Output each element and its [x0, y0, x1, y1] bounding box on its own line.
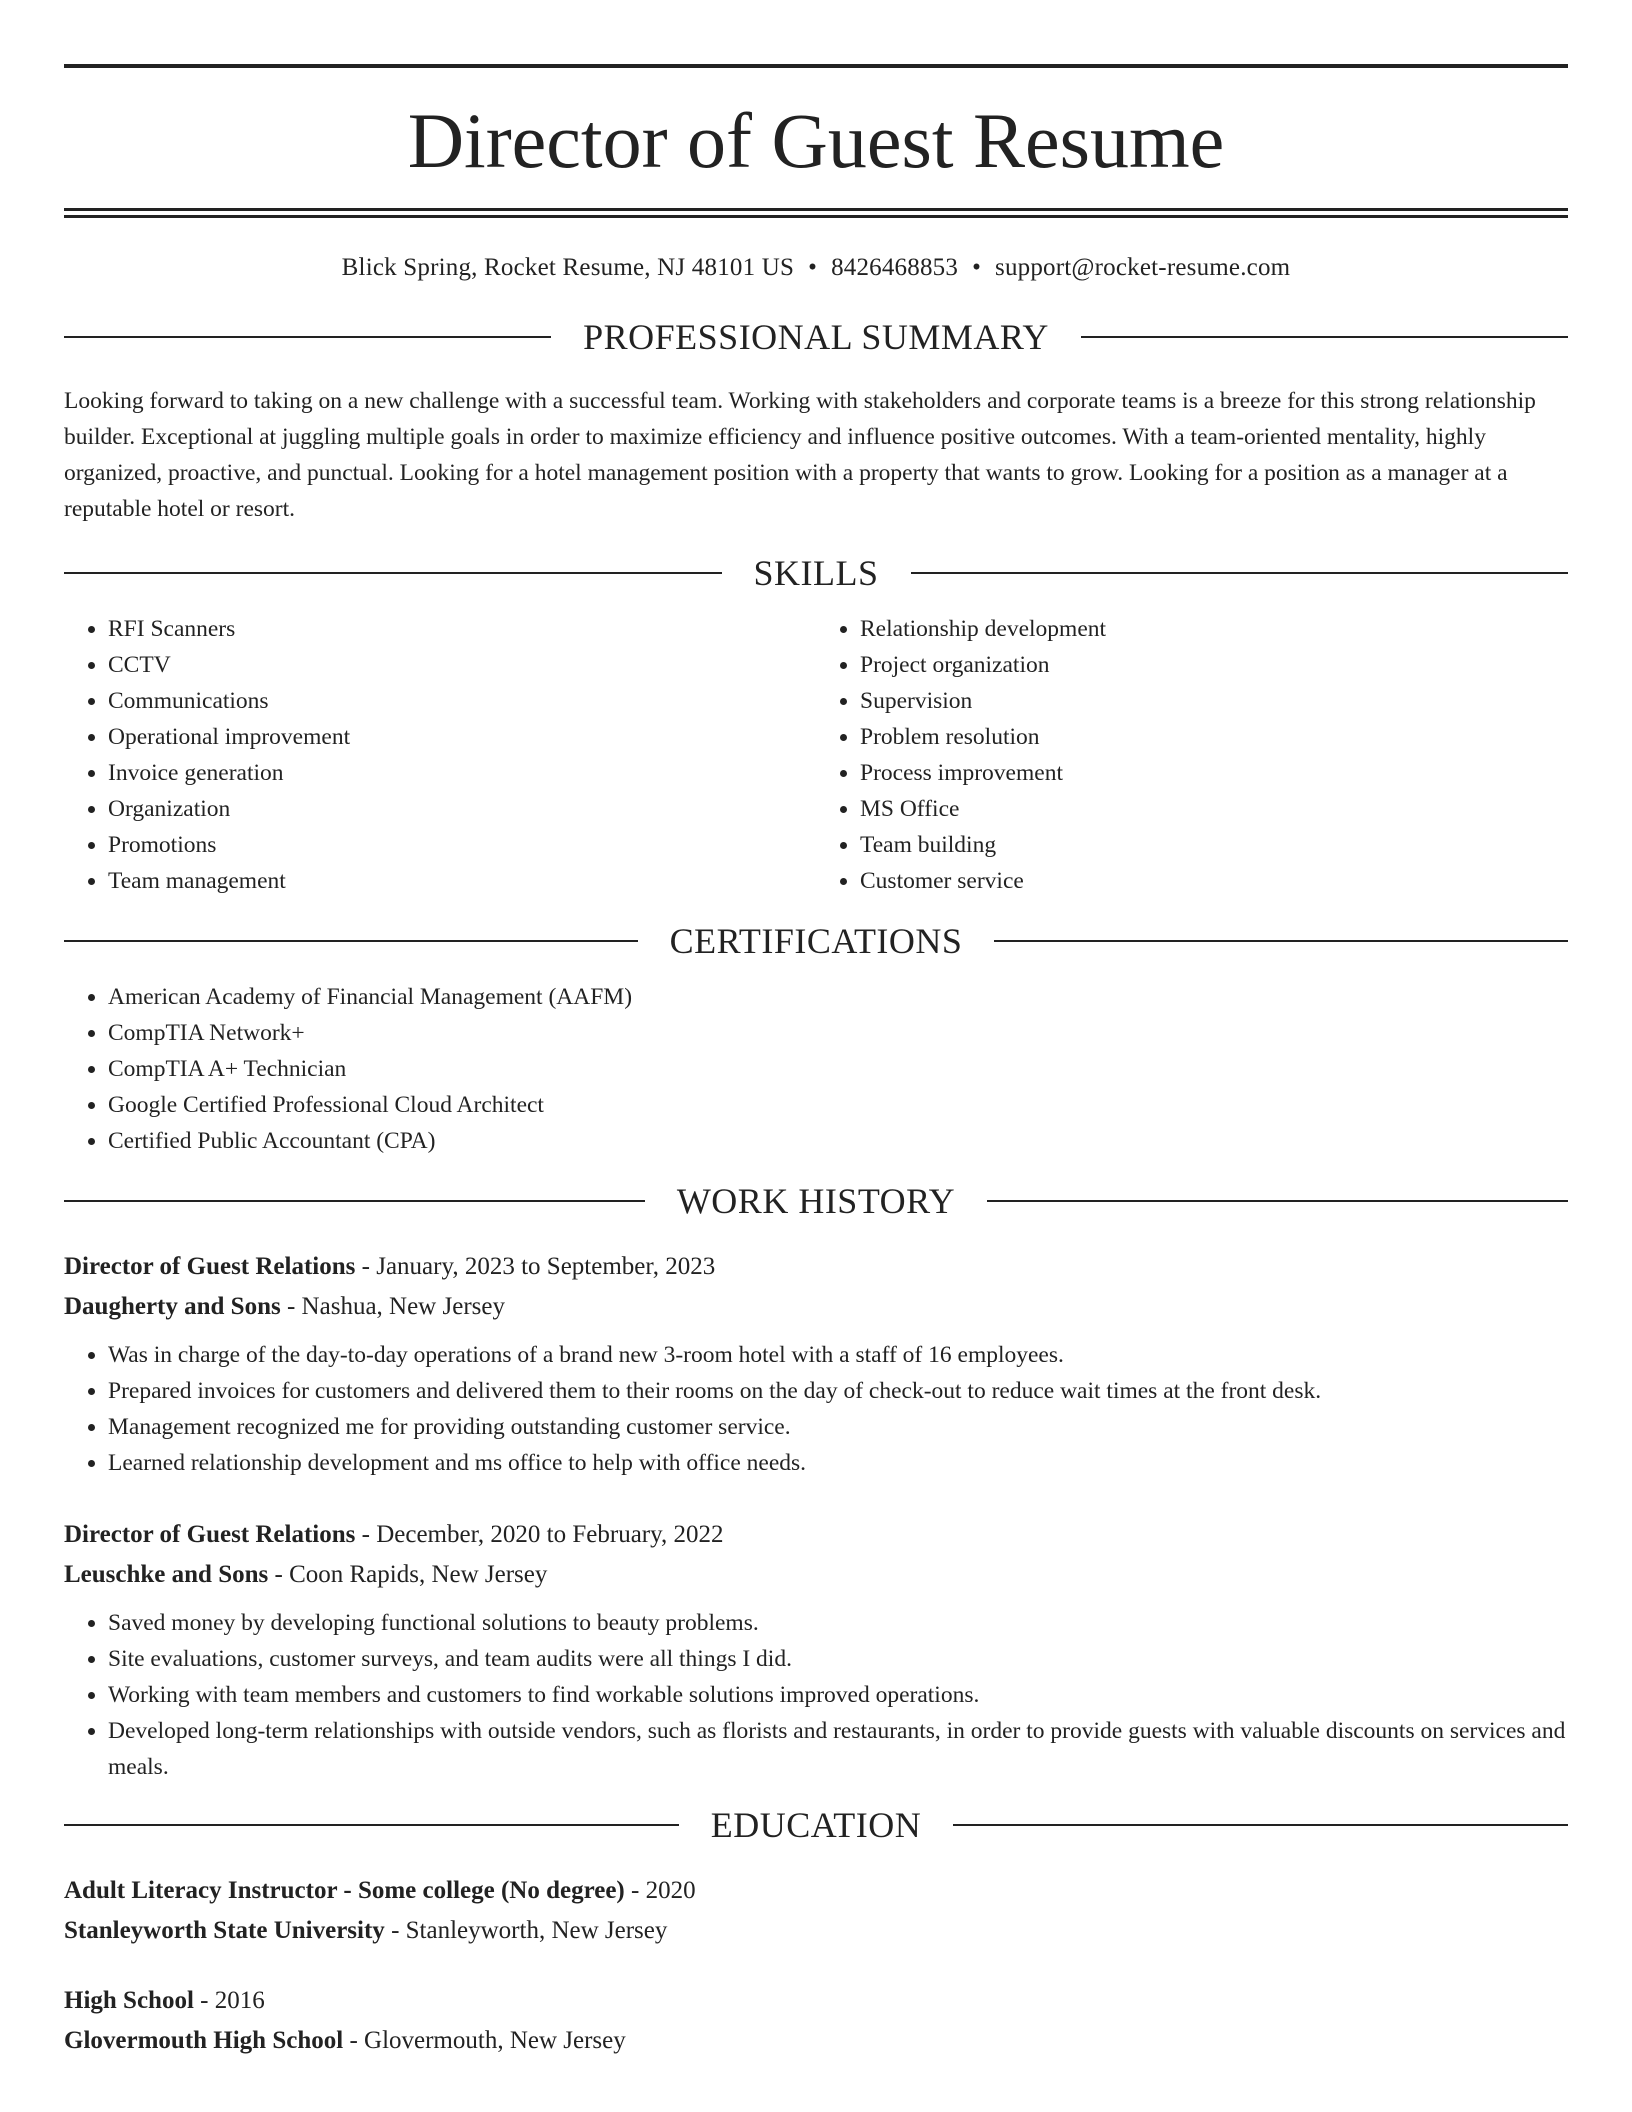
job-title-line: [64, 1247, 1568, 1287]
skill-item: • Supervision: [860, 683, 1568, 719]
certifications-list: [64, 979, 1568, 1159]
divider-line: [1081, 336, 1568, 338]
job-company: Daugherty and Sons: [64, 1293, 281, 1320]
skill-item: • Team management: [108, 863, 816, 899]
divider-line: [987, 1200, 1568, 1202]
job-bullet: • Prepared invoices for customers and delivered them to their rooms on the day of check-out to reduce wait times at the front desk.: [108, 1373, 1568, 1409]
divider-line: [64, 1824, 679, 1826]
contact-line: [64, 218, 1568, 283]
divider-line: [64, 572, 722, 574]
education-school-line: [64, 2021, 1568, 2061]
job-entry: [64, 1247, 1568, 1481]
job-location: - Coon Rapids, New Jersey: [268, 1561, 548, 1588]
job-company: Leuschke and Sons: [64, 1561, 269, 1588]
job-dates: - December, 2020 to February, 2022: [355, 1521, 724, 1548]
education-entry: [64, 1871, 1568, 1951]
education-degree: High School: [64, 1987, 194, 2014]
summary-text: Looking forward to taking on a new challenge with a successful team. Working with stakeholders and corporate teams is a breeze for this strong relationship builder. Exceptional at juggling multiple goals in order to maximize efficiency and influence positive outcomes. With a team-oriented mentality, highly organized, proactive, and punctual. Looking for a hotel management position with a property that wants to grow. Looking for a position as a manager at a reputable hotel or resort.: [64, 388, 1536, 522]
resume-title: Director of Guest Resume: [407, 97, 1225, 184]
skill-item: • Problem resolution: [860, 719, 1568, 755]
section-title-summary: PROFESSIONAL SUMMARY: [583, 317, 1049, 357]
contact-address: Blick Spring, Rocket Resume, NJ 48101 US: [341, 254, 795, 281]
education-degree: Adult Literacy Instructor - Some college (No degree): [64, 1877, 625, 1904]
education-location: - Glovermouth, New Jersey: [343, 2027, 626, 2054]
divider-line: [953, 1824, 1568, 1826]
job-bullet: • Working with team members and customers to find workable solutions improved operations.: [108, 1677, 1568, 1713]
skill-item: • Project organization: [860, 647, 1568, 683]
education-school-line: [64, 1911, 1568, 1951]
education-degree-line: [64, 1981, 1568, 2021]
job-bullet: • Saved money by developing functional solutions to beauty problems.: [108, 1605, 1568, 1641]
job-bullet: • Was in charge of the day-to-day operations of a brand new 3-room hotel with a staff of 16 employees.: [108, 1337, 1568, 1373]
job-company-line: [64, 1555, 1568, 1595]
skills-columns: [64, 611, 1568, 899]
divider-line: [911, 572, 1569, 574]
contact-separator: •: [808, 254, 818, 281]
job-location: - Nashua, New Jersey: [280, 1293, 505, 1320]
job-bullet: • Developed long-term relationships with outside vendors, such as florists and restaurants, in order to provide guests with valuable discounts on services and meals.: [108, 1713, 1568, 1785]
skill-item: • Organization: [108, 791, 816, 827]
section-title-certifications: CERTIFICATIONS: [669, 921, 963, 961]
section-header-certifications: [64, 921, 1568, 961]
certification-item: • Certified Public Accountant (CPA): [108, 1123, 1568, 1159]
education-year: - 2020: [624, 1877, 696, 1904]
section-title-work: WORK HISTORY: [676, 1181, 956, 1221]
section-header-education: [64, 1805, 1568, 1845]
education-location: - Stanleyworth, New Jersey: [384, 1917, 668, 1944]
job-title-line: [64, 1515, 1568, 1555]
education-school: Glovermouth High School: [64, 2027, 344, 2054]
skill-item: • Customer service: [860, 863, 1568, 899]
job-company-line: [64, 1287, 1568, 1327]
section-header-work: [64, 1181, 1568, 1221]
section-header-skills: [64, 553, 1568, 593]
skill-item: • Promotions: [108, 827, 816, 863]
job-bullet: • Learned relationship development and ms office to help with office needs.: [108, 1445, 1568, 1481]
skill-item: • Invoice generation: [108, 755, 816, 791]
education-year: - 2016: [193, 1987, 265, 2014]
skill-item: • Communications: [108, 683, 816, 719]
job-bullet: • Management recognized me for providing outstanding customer service.: [108, 1409, 1568, 1445]
divider-line: [64, 336, 551, 338]
divider-line: [994, 940, 1568, 942]
job-role: Director of Guest Relations: [64, 1521, 356, 1548]
divider-line: [64, 940, 638, 942]
education-degree-line: [64, 1871, 1568, 1911]
section-title-skills: SKILLS: [753, 553, 879, 593]
education-entry: [64, 1981, 1568, 2061]
skill-item: • Process improvement: [860, 755, 1568, 791]
certification-item: • Google Certified Professional Cloud Architect: [108, 1087, 1568, 1123]
job-bullets: [64, 1337, 1568, 1481]
divider-line: [64, 1200, 645, 1202]
title-double-rule: [64, 208, 1568, 218]
skill-item: • Operational improvement: [108, 719, 816, 755]
skill-item: • CCTV: [108, 647, 816, 683]
education-school: Stanleyworth State University: [64, 1917, 385, 1944]
contact-separator: •: [972, 254, 982, 281]
certification-item: • CompTIA Network+: [108, 1015, 1568, 1051]
skills-list-right: [816, 611, 1568, 899]
certification-item: • American Academy of Financial Management (AAFM): [108, 979, 1568, 1015]
skills-list-left: [64, 611, 816, 899]
section-title-education: EDUCATION: [710, 1805, 922, 1845]
job-entry: [64, 1515, 1568, 1785]
certification-item: • CompTIA A+ Technician: [108, 1051, 1568, 1087]
skill-item: • Team building: [860, 827, 1568, 863]
skill-item: • RFI Scanners: [108, 611, 816, 647]
contact-email: support@rocket-resume.com: [995, 254, 1291, 281]
skill-item: • MS Office: [860, 791, 1568, 827]
skill-item: • Relationship development: [860, 611, 1568, 647]
section-header-summary: [64, 317, 1568, 357]
job-role: Director of Guest Relations: [64, 1253, 356, 1280]
contact-phone: 8426468853: [831, 254, 959, 281]
job-bullet: • Site evaluations, customer surveys, and team audits were all things I did.: [108, 1641, 1568, 1677]
job-bullets: [64, 1605, 1568, 1785]
job-dates: - January, 2023 to September, 2023: [355, 1253, 716, 1280]
